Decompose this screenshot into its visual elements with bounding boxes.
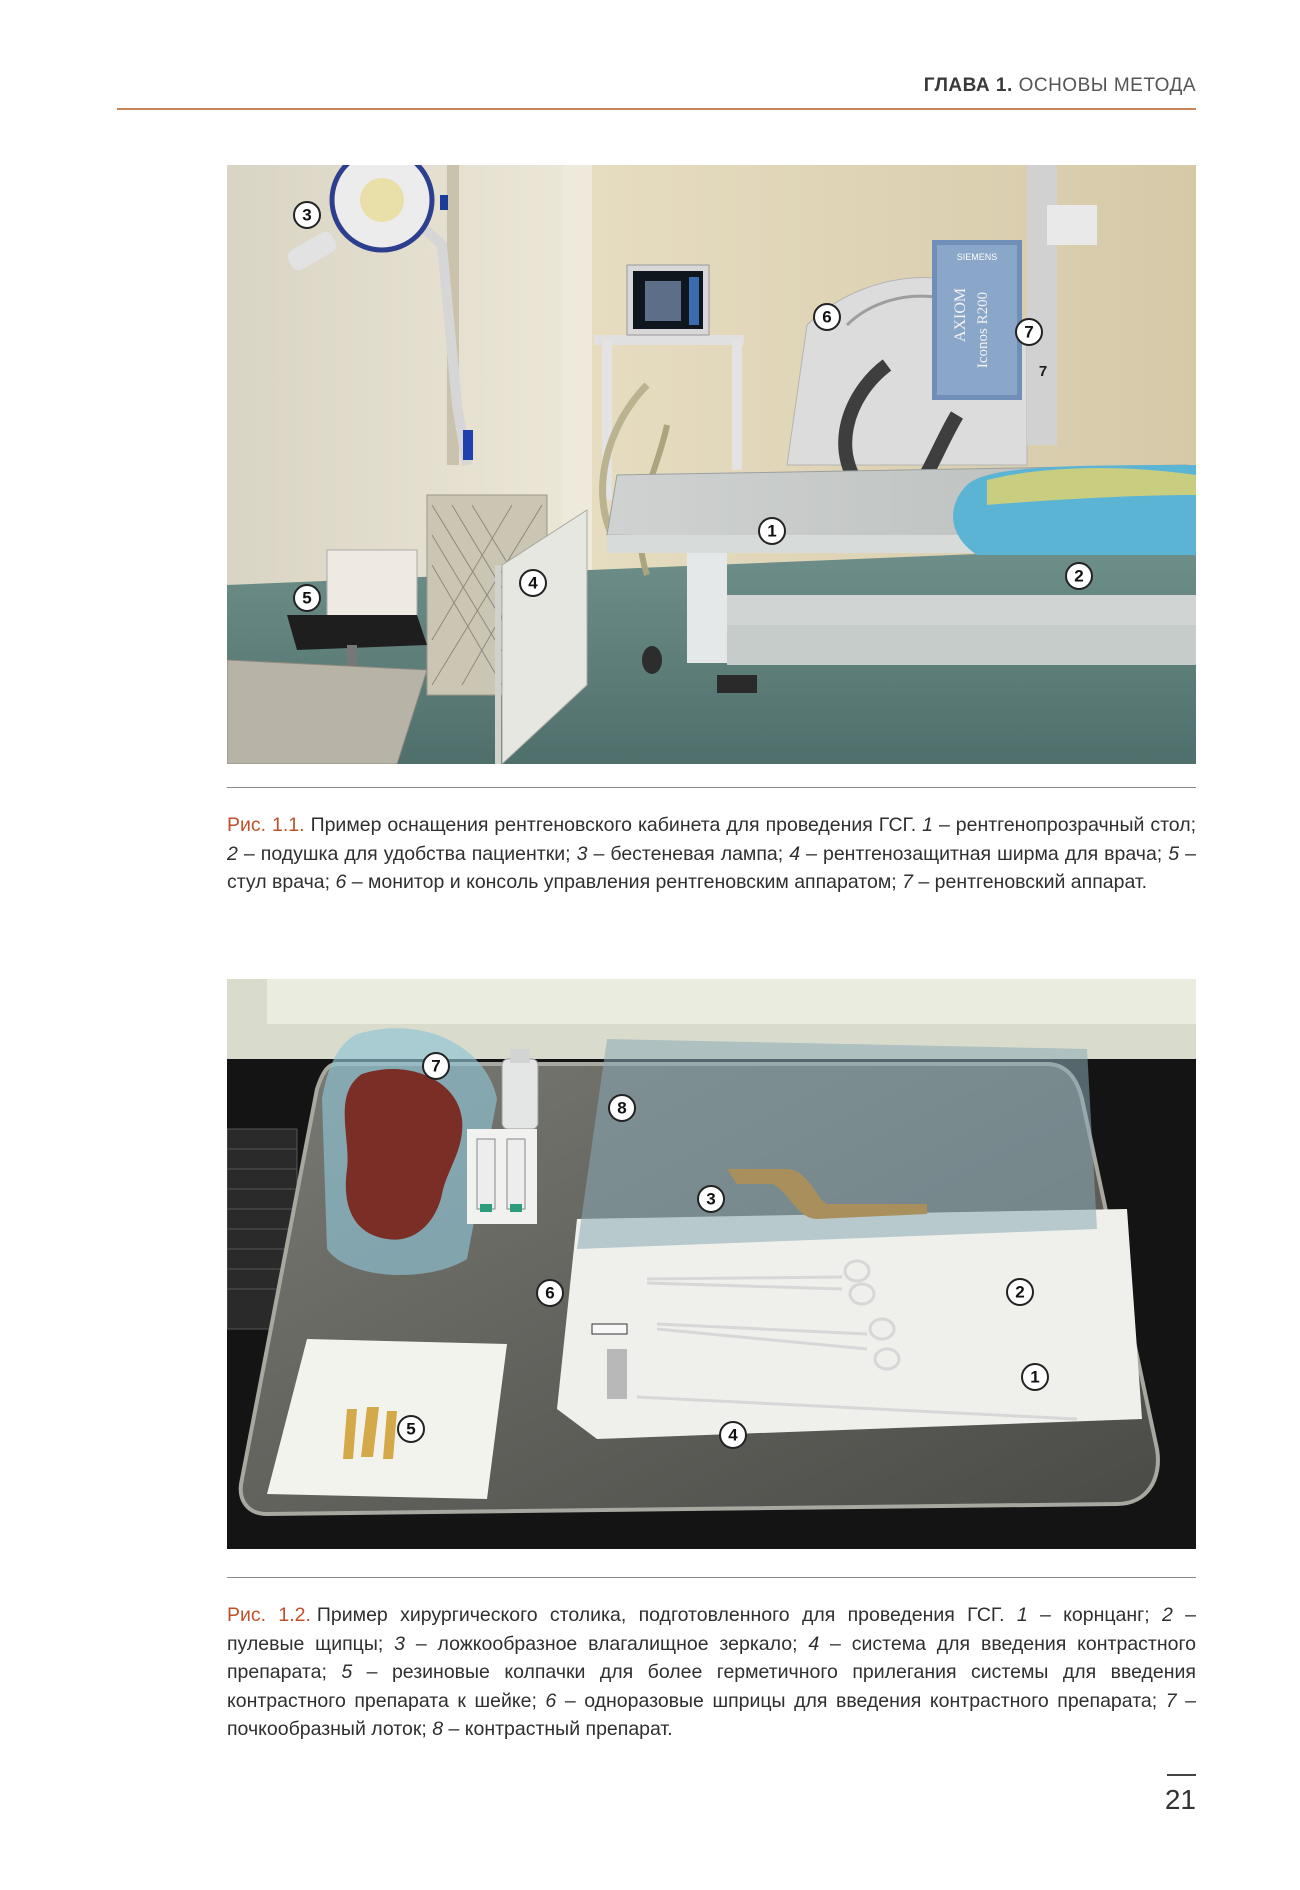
svg-text:6: 6 — [822, 307, 832, 327]
callout-6 — [537, 1280, 563, 1306]
caption-item-number: 4 — [808, 1632, 820, 1655]
callout-5 — [294, 585, 320, 611]
svg-text:5: 5 — [302, 588, 312, 608]
caption-item-number: 1 — [922, 814, 933, 836]
caption-text-run: – подушка для удобства пациентки; — [237, 842, 577, 865]
caption-item-number: 2 — [227, 842, 238, 865]
svg-text:8: 8 — [617, 1098, 627, 1118]
svg-text:4: 4 — [528, 573, 538, 593]
caption-item-number: 4 — [789, 842, 801, 865]
running-head — [924, 75, 1196, 97]
xray-room-illustration — [227, 165, 1196, 764]
caption-item-number: 1 — [1016, 1604, 1028, 1626]
figure-2-label: Рис. 1.2. — [227, 1604, 311, 1626]
svg-text:1: 1 — [1030, 1367, 1040, 1387]
caption-item-number: 5 — [341, 1661, 353, 1683]
caption-text-run: – система для введения контрастного препарата; — [227, 1632, 1196, 1683]
page-number-rule — [1167, 1774, 1196, 1776]
figure-1-label: Рис. 1.1. — [227, 814, 305, 836]
callout-1 — [1022, 1364, 1048, 1390]
caption-text-run: – рентгеновский аппарат. — [912, 871, 1148, 893]
caption-text-run: – пулевые щипцы; — [227, 1604, 1196, 1655]
figure-1-caption-rule — [227, 787, 1196, 788]
svg-text:6: 6 — [545, 1283, 555, 1303]
svg-text:7: 7 — [431, 1056, 441, 1076]
figure-2-caption-text — [227, 1604, 1196, 1740]
caption-text-run: Пример оснащения рентгеновского кабинета для проведения ГСГ. — [310, 814, 923, 836]
svg-text:1: 1 — [767, 521, 777, 541]
callout-4 — [720, 1422, 746, 1448]
caption-text-run: – стул врача; — [227, 842, 1197, 893]
chapter-title: ОСНОВЫ МЕТОДА — [1018, 75, 1196, 96]
device-model-axiom: AXIOM — [952, 287, 969, 343]
device-model-iconos: Iconos R200 — [975, 291, 991, 369]
caption-text-run: – рентгенозащитная ширма для врача; — [800, 842, 1169, 865]
figure-1-photo — [227, 165, 1196, 764]
callout-4 — [520, 570, 546, 596]
svg-text:3: 3 — [706, 1189, 716, 1209]
callout-5 — [398, 1416, 424, 1442]
callout-2 — [1066, 563, 1092, 589]
caption-text-run: – монитор и консоль управления рентгеновским аппаратом; — [346, 871, 903, 893]
caption-item-number: 6 — [335, 871, 347, 893]
caption-text-run: – рентгенопрозрачный стол; — [932, 814, 1196, 836]
page-number: 21 — [1164, 1784, 1196, 1815]
caption-text-run: – почкообразный лоток; — [227, 1689, 1196, 1740]
svg-text:7: 7 — [1024, 322, 1034, 342]
callout-3 — [698, 1186, 724, 1212]
caption-item-number: 8 — [432, 1718, 444, 1740]
device-brand: SIEMENS — [956, 252, 998, 262]
caption-item-number: 3 — [394, 1632, 405, 1655]
callout-8 — [609, 1095, 635, 1121]
svg-text:4: 4 — [728, 1425, 738, 1445]
caption-item-number: 3 — [576, 842, 588, 865]
surgical-tray-illustration — [227, 979, 1196, 1549]
svg-text:2: 2 — [1015, 1282, 1025, 1302]
header-rule — [117, 108, 1196, 110]
chapter-number: ГЛАВА 1. — [923, 75, 1013, 96]
caption-item-number: 5 — [1168, 842, 1180, 865]
figure-2-photo — [227, 979, 1196, 1549]
figure-2-caption-rule — [227, 1577, 1196, 1578]
callout-3 — [294, 202, 320, 228]
caption-text-run: – ложкообразное влагалищное зеркало; — [404, 1632, 809, 1655]
svg-text:5: 5 — [406, 1419, 416, 1439]
caption-text-run: – резиновые колпачки для более герметичного прилегания системы для введения контрастного препарата к шейке; — [227, 1661, 1196, 1712]
figure-1-caption — [227, 811, 1196, 897]
caption-text-run: – бестеневая лампа; — [587, 842, 790, 865]
caption-text-run: – корнцанг; — [1027, 1604, 1162, 1626]
caption-item-number: 6 — [545, 1689, 557, 1712]
callout-1 — [759, 518, 785, 544]
caption-text-run: – одноразовые шприцы для введения контрастного препарата; — [556, 1689, 1166, 1712]
callout-7 — [423, 1053, 449, 1079]
svg-text:3: 3 — [302, 205, 312, 225]
figure-1-caption-text — [227, 814, 1196, 893]
caption-item-number: 7 — [1165, 1689, 1177, 1712]
figure-2-caption — [227, 1601, 1196, 1744]
svg-text:2: 2 — [1074, 566, 1084, 586]
caption-text-run: – контрастный препарат. — [443, 1718, 673, 1740]
caption-item-number: 7 — [902, 871, 913, 893]
callout-6 — [814, 304, 840, 330]
device-label-7: 7 — [1038, 363, 1048, 380]
callout-7 — [1016, 319, 1042, 345]
callout-2 — [1007, 1279, 1033, 1305]
caption-item-number: 2 — [1161, 1604, 1173, 1626]
caption-text-run: Пример хирургического столика, подготовленного для проведения ГСГ. — [316, 1604, 1017, 1626]
